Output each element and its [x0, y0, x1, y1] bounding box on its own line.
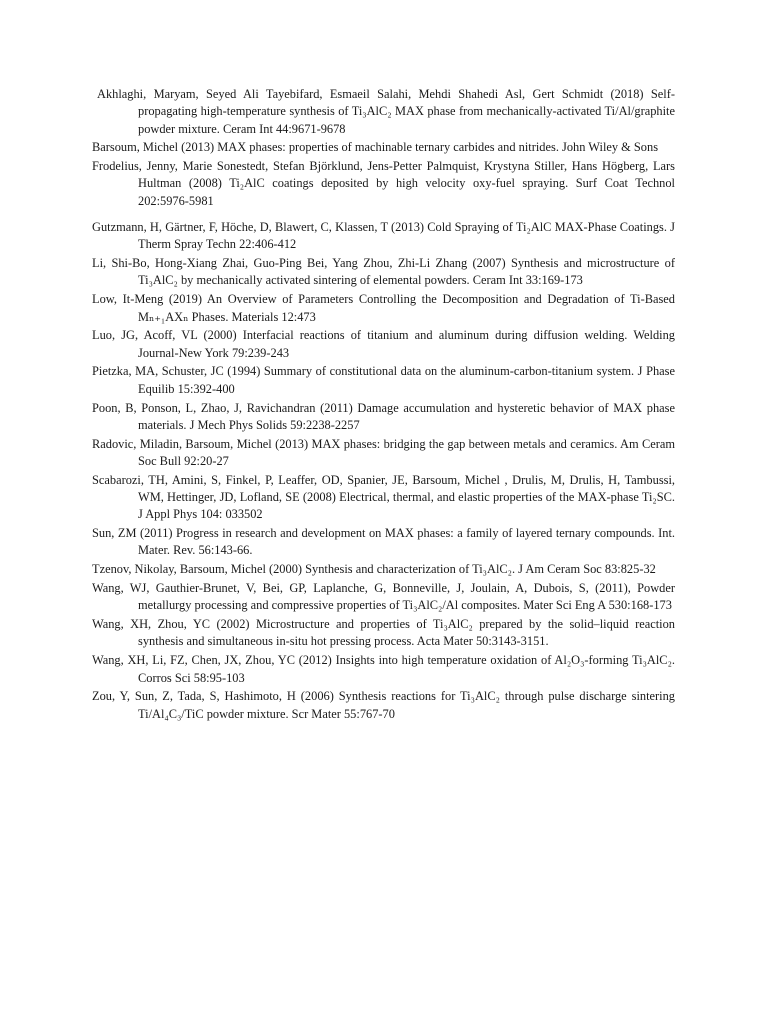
reference-item: Gutzmann, H, Gärtner, F, Höche, D, Blawert, C, Klassen, T (2013) Cold Spraying of Ti₂AlC MAX-Phase Coatings. J Therm Spray Techn 22:406-412 [92, 220, 675, 252]
reference-list [92, 86, 675, 724]
reference-item: Wang, WJ, Gauthier-Brunet, V, Bei, GP, Laplanche, G, Bonneville, J, Joulain, A, Dubois, S, (2011), Powder metallurgy processing and compressive properties of Ti₃AlC₂/Al composites. Mater Sci Eng A 530:168-173 [92, 581, 675, 613]
reference-item: Pietzka, MA, Schuster, JC (1994) Summary of constitutional data on the aluminum-carbon-titanium system. J Phase Equilib 15:392-400 [92, 364, 675, 396]
reference-item: Zou, Y, Sun, Z, Tada, S, Hashimoto, H (2006) Synthesis reactions for Ti₃AlC₂ through pulse discharge sintering Ti/Al₄C₃/TiC powder mixture. Scr Mater 55:767-70 [92, 689, 675, 721]
reference-item: Radovic, Miladin, Barsoum, Michel (2013) MAX phases: bridging the gap between metals and ceramics. Am Ceram Soc Bull 92:20-27 [92, 436, 675, 468]
reference-item: Low, It-Meng (2019) An Overview of Parameters Controlling the Decomposition and Degradation of Ti-Based Mₙ₊₁AXₙ Phases. Materials 12:473 [92, 292, 675, 324]
reference-item: Akhlaghi, Maryam, Seyed Ali Tayebifard, Esmaeil Salahi, Mehdi Shahedi Asl, Gert Schmidt (2018) Self-propagating high-temperature synthesis of Ti₃AlC₂ MAX phase from mechanically-activated Ti/Al/graphite powder mixture. Ceram Int 44:9671-9678 [97, 87, 675, 136]
reference-item: Luo, JG, Acoff, VL (2000) Interfacial reactions of titanium and aluminum during diffusion welding. Welding Journal-New York 79:239-243 [92, 328, 675, 360]
reference-item: Li, Shi-Bo, Hong-Xiang Zhai, Guo-Ping Bei, Yang Zhou, Zhi-Li Zhang (2007) Synthesis and microstructure of Ti₃AlC₂ by mechanically activated sintering of elemental powders. Ceram Int 33:169-173 [92, 256, 675, 288]
reference-item: Wang, XH, Li, FZ, Chen, JX, Zhou, YC (2012) Insights into high temperature oxidation of Al₂O₃-forming Ti₃AlC₂. Corros Sci 58:95-103 [92, 653, 675, 685]
reference-item: Scabarozi, TH, Amini, S, Finkel, P, Leaffer, OD, Spanier, JE, Barsoum, Michel , Drulis, M, Drulis, H, Tambussi, WM, Hettinger, JD, Lofland, SE (2008) Electrical, thermal, and elastic properties of the MAX-phase Ti₂SC. J Appl Phys 104: 033502 [92, 472, 675, 522]
reference-item: Wang, XH, Zhou, YC (2002) Microstructure and properties of Ti₃AlC₂ prepared by the solid–liquid reaction synthesis and simultaneous in-situ hot pressing process. Acta Mater 50:3143-3151. [92, 617, 675, 649]
reference-item: Barsoum, Michel (2013) MAX phases: properties of machinable ternary carbides and nitrides. John Wiley & Sons [92, 140, 659, 155]
reference-item: Poon, B, Ponson, L, Zhao, J, Ravichandran (2011) Damage accumulation and hysteretic behavior of MAX phase materials. J Mech Phys Solids 59:2238-2257 [92, 400, 675, 432]
reference-item: Frodelius, Jenny, Marie Sonestedt, Stefan Björklund, Jens-Petter Palmquist, Krystyna Stiller, Hans Högberg, Lars Hultman (2008) Ti₂AlC coatings deposited by high velocity oxy-fuel spraying. Surf Coat Technol 202:5976-5981 [92, 159, 675, 208]
reference-item: Sun, ZM (2011) Progress in research and development on MAX phases: a family of layered ternary compounds. Int. Mater. Rev. 56:143-66. [92, 526, 675, 558]
reference-item: Tzenov, Nikolay, Barsoum, Michel (2000) Synthesis and characterization of Ti₃AlC₂. J Am Ceram Soc 83:825-32 [92, 562, 656, 577]
